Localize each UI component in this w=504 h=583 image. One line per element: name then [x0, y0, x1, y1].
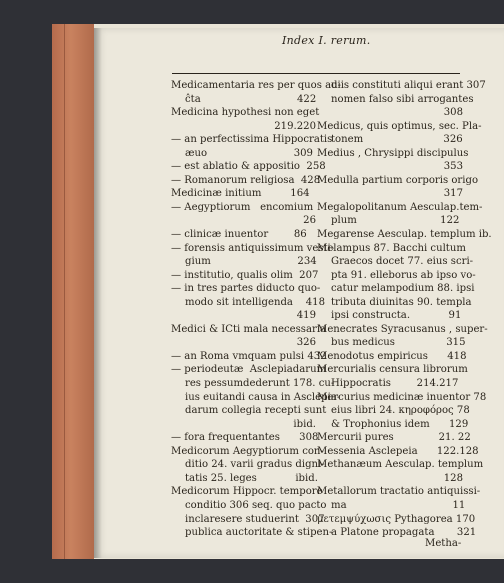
index-entry-line: publica auctoritate & stipen- — [185, 527, 333, 539]
index-entry-line: Medicorum Hippocr. tempore — [171, 486, 323, 498]
index-entry-line: — institutio, qualis olim 207 — [171, 269, 319, 281]
index-entry-line: 353 — [443, 161, 463, 173]
index-entry-line: 317 — [443, 188, 463, 200]
index-entry-line: Metallorum tractatio antiquissi- — [317, 486, 481, 498]
index-entry-line: 26 — [303, 215, 316, 227]
index-entry-line: ma 11 — [331, 499, 466, 511]
index-entry-line: — est ablatio & appositio 258 — [171, 161, 326, 173]
index-entry-line: Melampus 87. Bacchi cultum — [317, 242, 466, 254]
index-entry-line: Hippocratis 214.217 — [331, 378, 459, 390]
index-entry-line: Medicorum Aegyptiorum con- — [171, 445, 324, 457]
index-entry-line: a Platone propagata 321 — [331, 527, 477, 539]
index-entry-line: 419 — [296, 310, 316, 322]
index-entry-line: 326 — [296, 337, 316, 349]
index-entry-line: — an Roma vmquam pulsi 432 — [171, 350, 327, 362]
index-entry-line: — periodeutæ Asclepiadarum — [171, 364, 327, 376]
index-entry-line: Mercurialis censura librorum — [317, 364, 468, 376]
index-entry-line: inclaresere studuerint 307 — [185, 513, 325, 525]
index-entry-line: res pessumdederunt 178. cu- — [185, 378, 335, 390]
index-entry-line: Menodotus empiricus 418 — [317, 350, 467, 362]
index-entry-line: μετεμψύχωσις Pythagorea 170 — [317, 513, 476, 525]
index-entry-line: gium 234 — [185, 256, 317, 268]
index-entry-line: eius libri 24. κηροφόρος 78 — [331, 405, 470, 417]
index-entry-line: Mercurii pures 21. 22 — [317, 432, 471, 444]
index-entry-line: darum collegia recepti sunt — [185, 405, 327, 417]
index-entry-line: Megarense Aesculap. templum ib. — [317, 229, 492, 241]
index-entry-line: Medulla partium corporis origo — [317, 174, 479, 186]
index-entry-line: — an perfectissima Hippocratis — [171, 134, 333, 146]
index-entry-line: tributa diuinitas 90. templa — [331, 296, 472, 308]
index-entry-line: Graecos docet 77. eius scri- — [331, 256, 474, 268]
index-entry-line: ĉta 422 — [185, 93, 317, 105]
index-entry-line: Medicus, quis optimus, sec. Pla- — [317, 120, 482, 132]
index-entry-line: Medicinæ initium 164 — [171, 188, 310, 200]
index-entry-line: pta 91. elleborus ab ipso vo- — [331, 269, 476, 281]
index-entry-line: — Aegyptiorum encomium — [171, 201, 314, 213]
index-entry-line: catur melampodium 88. ipsi — [331, 283, 475, 295]
index-entry-line: bus medicus 315 — [331, 337, 466, 349]
header-rule — [172, 73, 460, 74]
index-entry-line: plum 122 — [331, 215, 460, 227]
index-entry-line: 308 — [443, 107, 463, 119]
index-entry-line: conditio 306 seq. quo pacto — [185, 499, 327, 511]
index-entry-line: nomen falso sibi arrogantes — [331, 93, 474, 105]
index-entry-line: Medici & ICti mala necessaria — [171, 323, 327, 335]
running-header: Index I. rerum. — [282, 34, 371, 47]
index-entry-line: 219.220 — [274, 120, 316, 132]
index-entry-line: ius euitandi causa in Asclepia- — [185, 391, 341, 403]
index-entry-line: ibid. — [293, 418, 316, 430]
page-gutter-shadow — [94, 28, 102, 558]
index-entry-line: — clinicæ inuentor 86 — [171, 229, 307, 241]
index-entry-line: tatis 25. leges ibid. — [185, 472, 318, 484]
index-entry-line: & Trophonius idem 129 — [331, 418, 469, 430]
index-entry-line: Medicamentaria res per quos au- — [171, 80, 342, 91]
page-edges — [52, 24, 94, 559]
index-entry-line: ipsi constructa. 91 — [331, 310, 462, 322]
catchword: Metha- — [425, 538, 462, 549]
index-entry-line: tonem 326 — [331, 134, 463, 146]
index-entry-line: Menecrates Syracusanus , super- — [317, 323, 488, 335]
index-entry-line: — fora frequentantes 308 — [171, 432, 319, 444]
index-entry-line: Methanæum Aesculap. templum — [317, 459, 484, 471]
index-entry-line: 128 — [443, 472, 463, 484]
index-entry-line: — forensis antiquissimum vesti- — [171, 242, 335, 254]
index-entry-line: modo sit intelligenda 418 — [185, 296, 326, 308]
index-entry-line: — in tres partes diducto quo- — [171, 283, 321, 295]
left-index-column — [171, 79, 342, 540]
index-entry-line: Megalopolitanum Aesculap.tem- — [317, 201, 483, 213]
index-entry-line: ditio 24. varii gradus digni- — [185, 459, 325, 471]
index-entry-line: Messenia Asclepeia 122.128 — [317, 445, 479, 457]
index-entry-line: — Romanorum religiosa 428 — [171, 174, 321, 186]
index-entry-line: diis constituti aliqui erant 307 — [331, 80, 486, 91]
index-entry-line: Medius , Chrysippi discipulus — [317, 147, 469, 159]
index-entry-line: æuo 309 — [185, 147, 313, 159]
index-entry-line: Mercurius medicinæ inuentor 78 — [317, 391, 487, 403]
index-entry-line: Medicina hypothesi non eget — [171, 107, 320, 119]
right-index-column — [317, 79, 492, 540]
